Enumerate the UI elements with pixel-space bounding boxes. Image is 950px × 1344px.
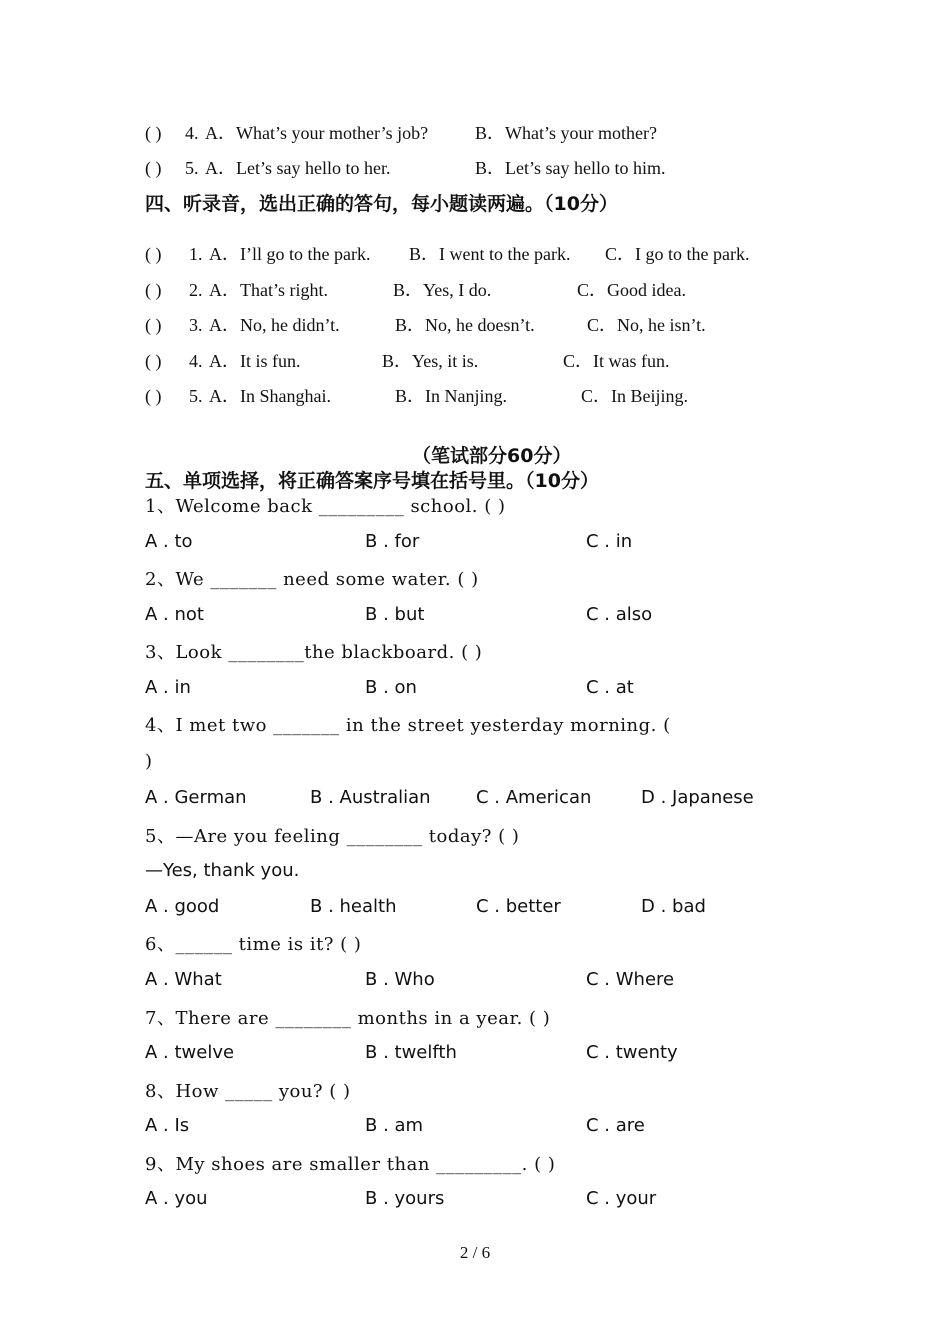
q7-stem: 7、There are ________ months in a year. ( ): [145, 1008, 551, 1029]
option-c: C．Good idea.: [577, 280, 686, 300]
option-b: B . Australian: [310, 787, 431, 808]
option-c: C . better: [476, 896, 561, 917]
item-number: 5.: [189, 386, 203, 406]
q5-stem: 5、—Are you feeling ________ today? ( ): [145, 826, 520, 847]
written-part-title: （笔试部分60分）: [412, 445, 572, 467]
option-a: A．In Shanghai.: [209, 386, 331, 406]
option-b: B . yours: [365, 1188, 445, 1209]
option-c: C．I go to the park.: [605, 244, 750, 264]
option-b: B．No, he doesn’t.: [395, 315, 535, 335]
option-b: B . twelfth: [365, 1042, 457, 1063]
option-a: A . German: [145, 787, 247, 808]
answer-paren: ( ): [145, 123, 162, 143]
section5-heading: 五、单项选择，将正确答案序号填在括号里。（10分）: [145, 470, 599, 492]
option-a: A．Let’s say hello to her.: [205, 158, 391, 178]
option-c: C．No, he isn’t.: [587, 315, 706, 335]
option-a: A．What’s your mother’s job?: [205, 123, 429, 143]
q4-stem-continued: ): [145, 751, 153, 772]
item-number: 1.: [189, 244, 203, 264]
option-c: C . at: [586, 677, 634, 698]
q8-stem: 8、How _____ you? ( ): [145, 1081, 351, 1102]
option-a: A . in: [145, 677, 191, 698]
answer-paren: ( ): [145, 280, 162, 300]
option-b: B．In Nanjing.: [395, 386, 507, 406]
section4-heading: 四、听录音，选出正确的答句，每小题读两遍。（10分）: [145, 193, 618, 215]
option-d: D . bad: [641, 896, 706, 917]
option-c: C．In Beijing.: [581, 386, 688, 406]
option-b: B . am: [365, 1115, 424, 1136]
option-c: C . are: [586, 1115, 645, 1136]
option-c: C . in: [586, 531, 633, 552]
q3-stem: 3、Look ________the blackboard. ( ): [145, 642, 483, 663]
option-a: A . Is: [145, 1115, 190, 1136]
item-number: 2.: [189, 280, 203, 300]
option-c: C . American: [476, 787, 592, 808]
option-c: C . Where: [586, 969, 675, 990]
option-a: A . What: [145, 969, 222, 990]
option-a: A . not: [145, 604, 204, 625]
option-a: A . you: [145, 1188, 208, 1209]
option-a: A . good: [145, 896, 220, 917]
option-c: C . also: [586, 604, 653, 625]
option-b: B．Yes, I do.: [393, 280, 492, 300]
answer-paren: ( ): [145, 351, 162, 371]
option-c: C．It was fun.: [563, 351, 670, 371]
option-b: B．Yes, it is.: [382, 351, 479, 371]
option-b: B．I went to the park.: [409, 244, 571, 264]
q9-stem: 9、My shoes are smaller than _________. ( ): [145, 1154, 556, 1175]
answer-paren: ( ): [145, 315, 162, 335]
answer-paren: ( ): [145, 244, 162, 264]
item-number: 4.: [185, 123, 199, 143]
option-a: A．No, he didn’t.: [209, 315, 340, 335]
q6-stem: 6、______ time is it? ( ): [145, 934, 362, 955]
q5-reply: —Yes, thank you.: [145, 860, 300, 881]
option-b: B . health: [310, 896, 397, 917]
page-number: 2 / 6: [459, 1243, 491, 1262]
item-number: 3.: [189, 315, 203, 335]
option-b: B．Let’s say hello to him.: [475, 158, 666, 178]
option-b: B . Who: [365, 969, 435, 990]
q1-stem: 1、Welcome back _________ school. ( ): [145, 496, 506, 517]
option-a: A．It is fun.: [209, 351, 301, 371]
option-b: B . but: [365, 604, 425, 625]
option-b: B．What’s your mother?: [475, 123, 657, 143]
q4-stem: 4、I met two _______ in the street yesterday morning. (: [145, 715, 671, 736]
option-b: B . for: [365, 531, 420, 552]
item-number: 5.: [185, 158, 199, 178]
option-a: A．That’s right.: [209, 280, 328, 300]
option-c: C . your: [586, 1188, 657, 1209]
q2-stem: 2、We _______ need some water. ( ): [145, 569, 479, 590]
option-a: A . twelve: [145, 1042, 235, 1063]
item-number: 4.: [189, 351, 203, 371]
answer-paren: ( ): [145, 158, 162, 178]
option-a: A．I’ll go to the park.: [209, 244, 371, 264]
option-a: A . to: [145, 531, 193, 552]
option-c: C . twenty: [586, 1042, 678, 1063]
option-b: B . on: [365, 677, 417, 698]
option-d: D . Japanese: [641, 787, 754, 808]
answer-paren: ( ): [145, 386, 162, 406]
